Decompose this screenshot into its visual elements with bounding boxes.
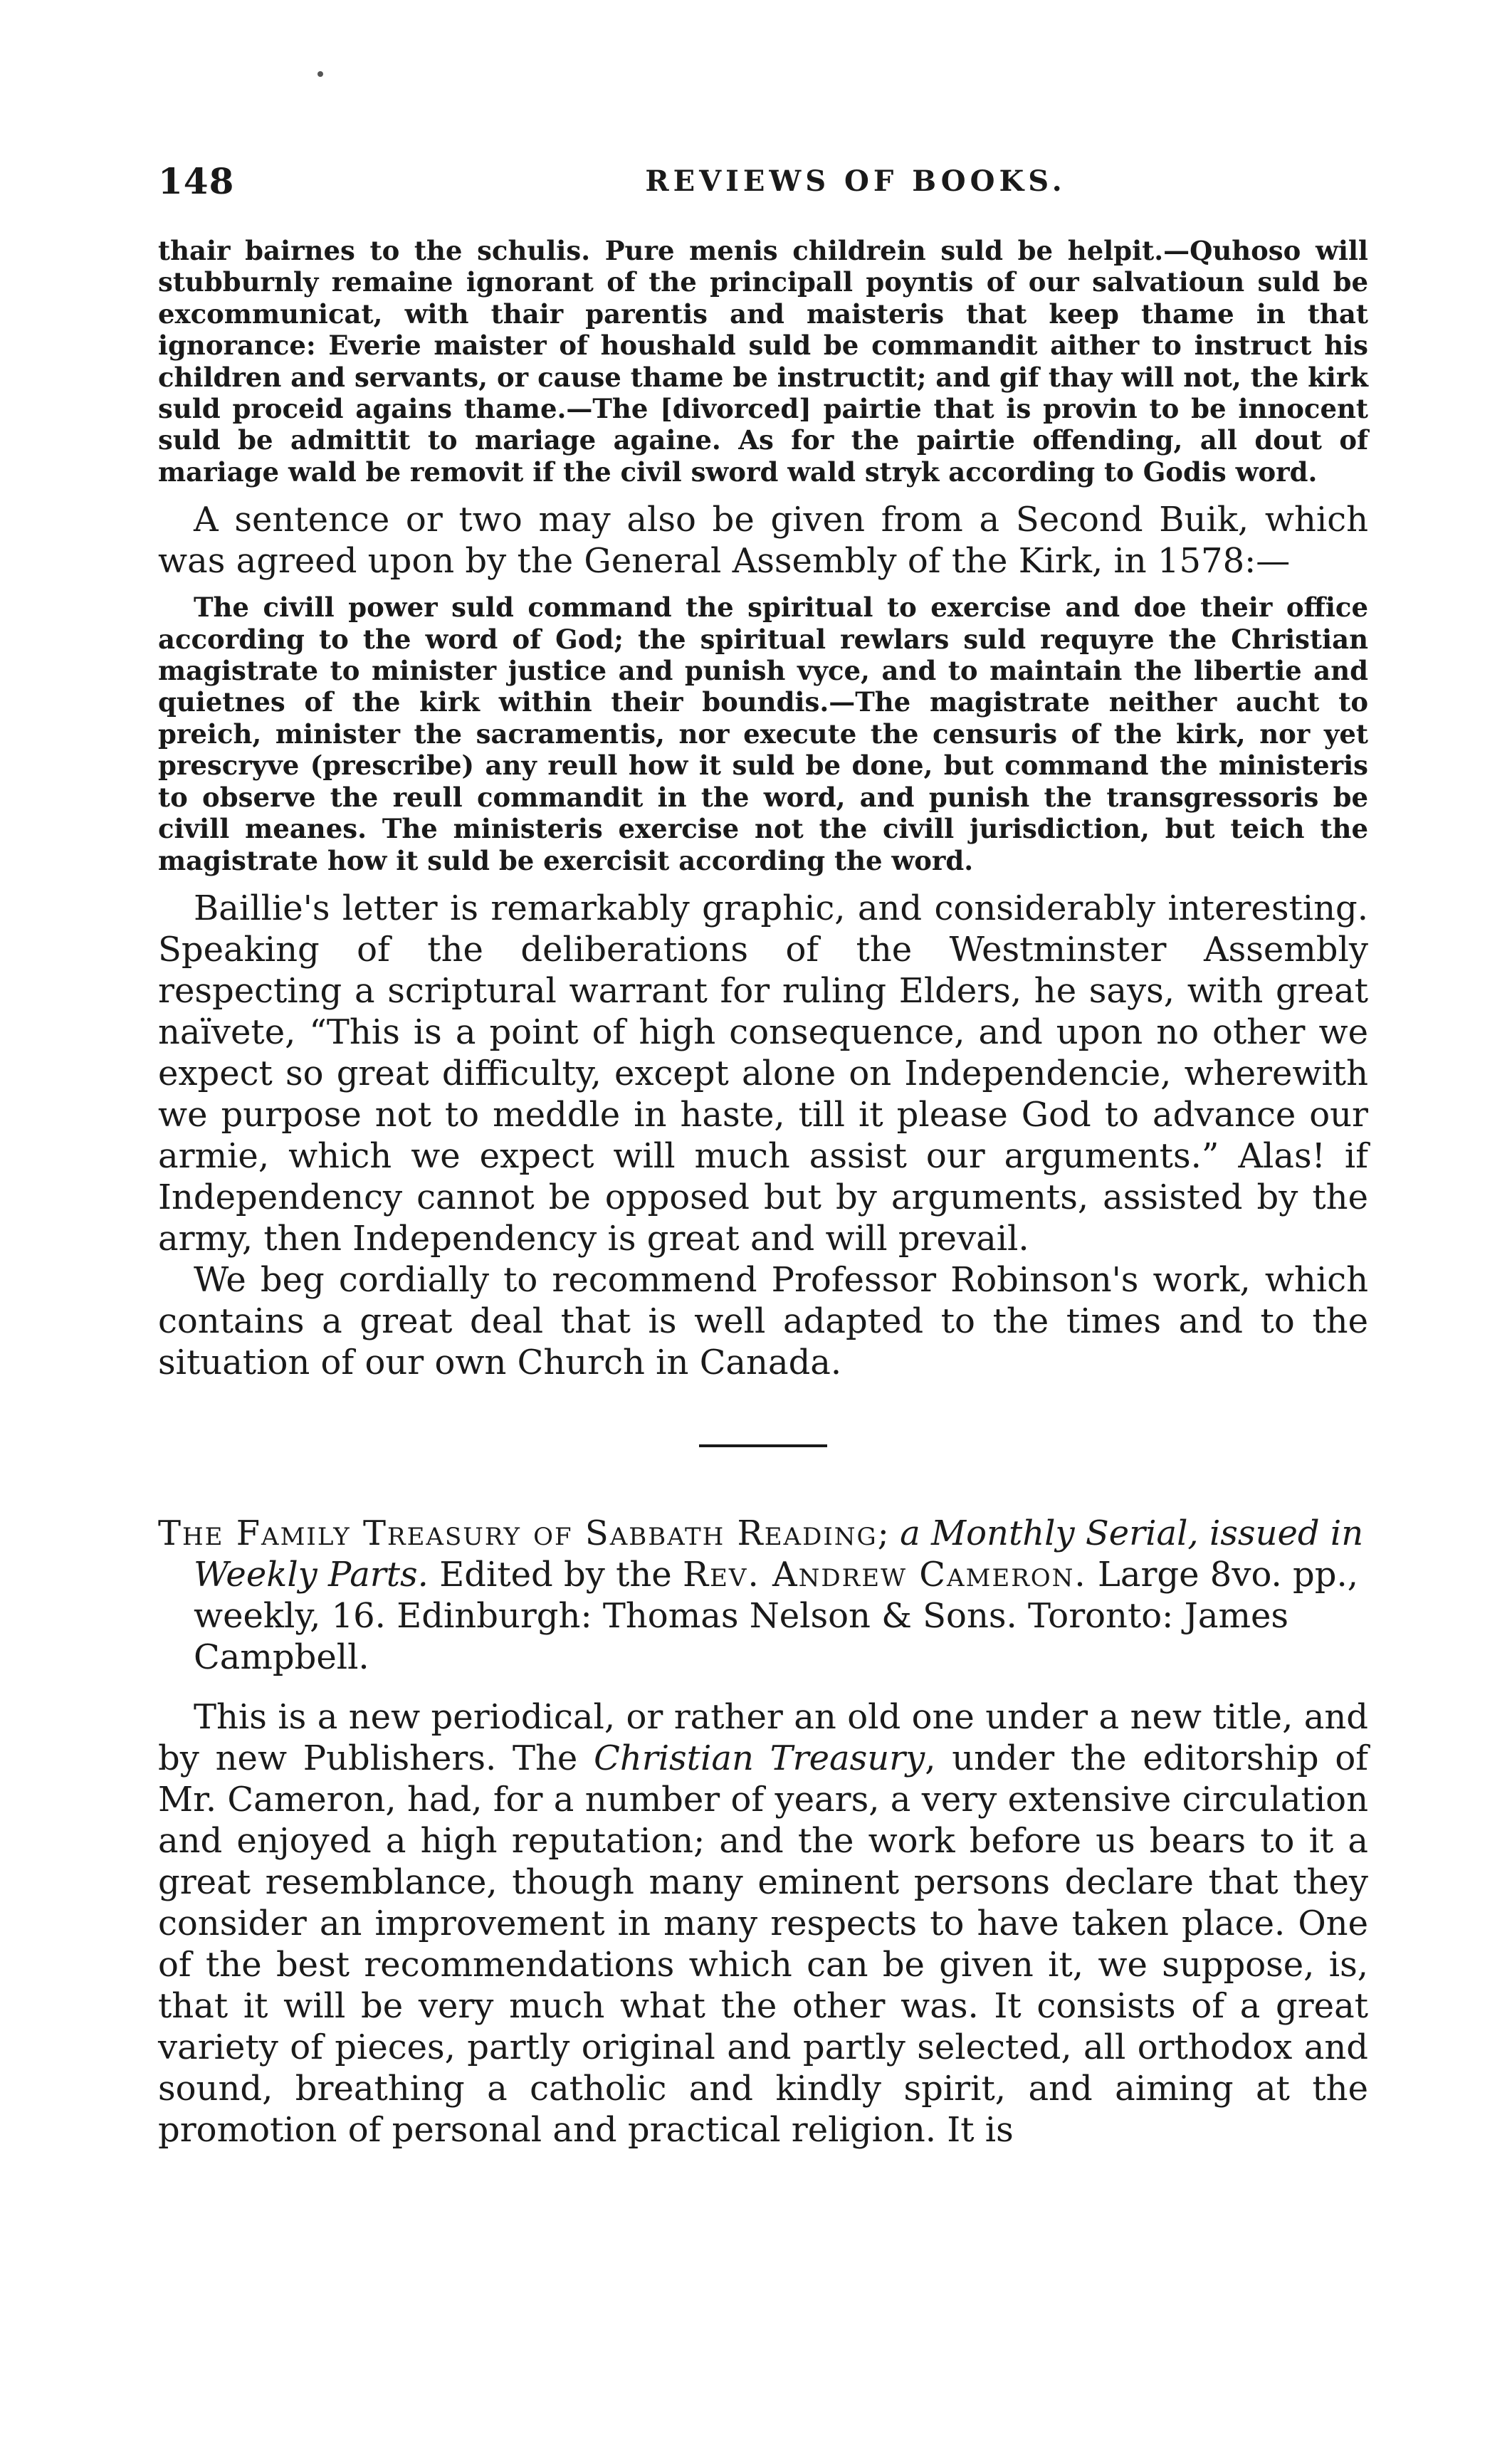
review-body-text-2: , under the editorship of Mr. Cameron, had, for a number of years, a very extensive circulation and enjoyed a high reputation; and the work before us bears to it a great resemblance, though many eminent persons declare that they consider an improvement in many respects to have taken place. One of the best recommendations which can be given it, we suppose, is, that it will be very much what the other was. It consists of a great variety of pieces, partly original and partly selected, all orthodox and sound, breathing a catholic and kindly spirit, and aiming at the promotion of personal and practical religion. It is	[158, 1738, 1368, 2150]
review-heading	[158, 1513, 1368, 1678]
running-head: REVIEWS OF BOOKS.	[645, 164, 1066, 198]
page-content	[158, 235, 1368, 2151]
paragraph-baillie-letter: Baillie's letter is remarkably graphic, and considerably interesting. Speaking of the deliberations of the Westminster Assembly respecting a scriptural warrant for ruling Elders, he says, with great naïvete, “This is a point of high consequence, and upon no other we expect so great difficulty, except alone on Independencie, wherewith we purpose not to meddle in haste, till it please God to advance our armie, which we expect will much assist our arguments.” Alas! if Independency cannot be opposed but by arguments, assisted by the army, then Independency is great and will prevail.	[158, 888, 1368, 1259]
ink-speck	[317, 71, 323, 77]
page-header	[158, 160, 1368, 210]
page-number: 148	[158, 160, 235, 202]
review-title-separator: ;	[877, 1513, 901, 1553]
review-publication-details: Large 8vo. pp., weekly, 16. Edinburgh: Thomas Nelson & Sons. Toronto: James Campbell.	[194, 1554, 1358, 1677]
paragraph-second-buik-intro: A sentence or two may also be given from a Second Buik, which was agreed upon by the General Assembly of the Kirk, in 1578:—	[158, 500, 1368, 582]
review-editor: Rev. Andrew Cameron.	[682, 1554, 1087, 1595]
review-body-paragraph	[158, 1696, 1368, 2151]
review-title: The Family Treasury of Sabbath Reading	[158, 1513, 878, 1553]
review-edited-by: Edited by the	[428, 1554, 683, 1595]
quoted-extract-first-buik: thair bairnes to the schulis. Pure menis childrein suld be helpit.—Quhoso will stubburnly remaine ignorant of the principall poyntis of our salvatioun suld be excommunicat, with thair parentis and maisteris that keep thame in that ignorance: Everie maister of houshald suld be commandit aither to instruct his children and servants, or cause thame be instructit; and gif thay will not, the kirk suld proceid agains thame.—The [divorced] pairtie that is provin to be innocent suld be admittit to mariage againe. As for the pairtie offending, all dout of mariage wald be removit if the civil sword wald stryk according to Godis word.	[158, 235, 1368, 488]
review-subtitle: a Monthly Serial, issued in Weekly Parts.	[194, 1513, 1364, 1595]
review-body-text-1: This is a new periodical, or rather an old one under a new title, and by new Publishers. The	[158, 1696, 1368, 1778]
review-body-italic-title: Christian Treasury	[594, 1738, 925, 1778]
section-divider	[699, 1444, 827, 1447]
paragraph-recommendation: We beg cordially to recommend Professor Robinson's work, which contains a great deal that is well adapted to the times and to the situation of our own Church in Canada.	[158, 1259, 1368, 1382]
quoted-extract-second-buik: The civill power suld command the spiritual to exercise and doe their office according to the word of God; the spiritual rewlars suld requyre the Christian magistrate to minister justice and punish vyce, and to maintain the libertie and quietnes of the kirk within their boundis.—The magistrate neither aucht to preich, minister the sacramentis, nor execute the censuris of the kirk, nor yet prescryve (prescribe) any reull how it suld be done, but command the ministeris to observe the reull commandit in the word, and punish the transgressoris be civill meanes. The ministeris exercise not the civill jurisdiction, but teich the magistrate how it suld be exercisit according the word.	[158, 592, 1368, 876]
